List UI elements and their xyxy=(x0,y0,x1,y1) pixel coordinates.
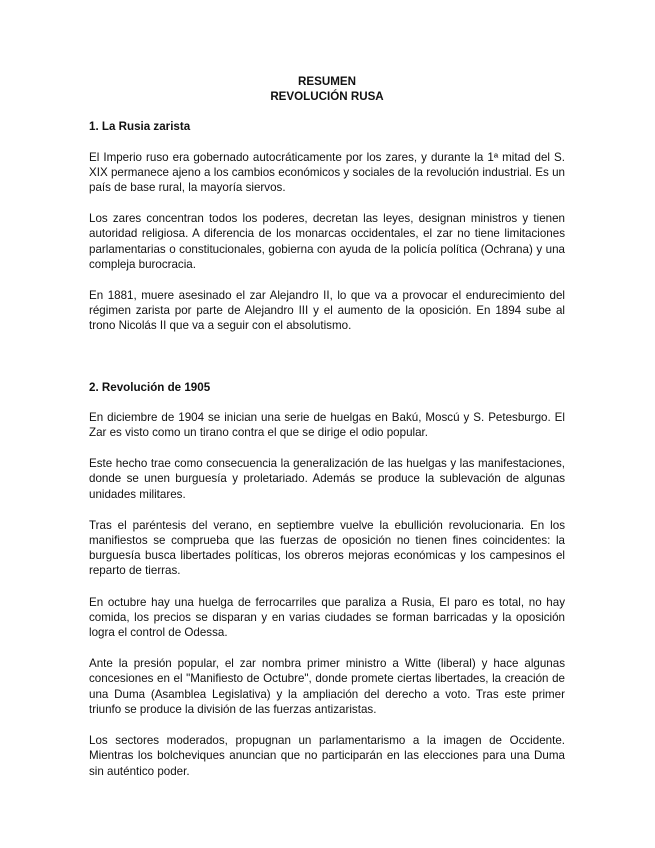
document-page xyxy=(89,74,565,779)
paragraph: En 1881, muere asesinado el zar Alejandro II, lo que va a provocar el endurecimiento del régimen zarista por parte de Alejandro III y el aumento de la oposición. En 1894 sube al trono Nicolás II que va a seguir con el absolutismo. xyxy=(89,289,565,333)
paragraph: El Imperio ruso era gobernado autocráticamente por los zares, y durante la 1ª mitad del S. XIX permanece ajeno a los cambios económicos y sociales de la revolución industrial. Es un país de base rural, la mayoría siervos. xyxy=(89,150,565,195)
paragraph: En diciembre de 1904 se inician una serie de huelgas en Bakú, Moscú y S. Petesburgo. El Zar es visto como un tirano contra el que se dirige el odio popular. xyxy=(89,410,565,440)
paragraph: Los zares concentran todos los poderes, decretan las leyes, designan ministros y tienen autoridad religiosa. A diferencia de los monarcas occidentales, el zar no tiene limitaciones parlamentarias o constitucionales, gobierna con ayuda de la policía política (Ochrana) y una compleja burocracia. xyxy=(89,212,565,271)
paragraph: Este hecho trae como consecuencia la generalización de las huelgas y las manifestaciones, donde se unen burguesía y proletariado. Además se produce la sublevación de algunas unidades militares. xyxy=(89,457,565,501)
section-heading: 2. Revolución de 1905 xyxy=(89,380,211,394)
document-subtitle: REVOLUCIÓN RUSA xyxy=(270,90,384,104)
paragraph: Ante la presión popular, el zar nombra primer ministro a Witte (liberal) y hace algunas concesiones en el "Manifiesto de Octubre", donde promete ciertas libertades, la creación de una Duma (Asamblea Legislativa) y la ampliación del derecho a voto. Tras este primer triunfo se produce la división de las fuerzas antizaristas. xyxy=(89,657,565,716)
document-title-block xyxy=(89,74,565,104)
paragraph: En octubre hay una huelga de ferrocarriles que paraliza a Rusia, El paro es total, no hay comida, los precios se disparan y en varias ciudades se forman barricadas y la oposición logra el control de Odessa. xyxy=(89,595,565,640)
section-heading: 1. La Rusia zarista xyxy=(89,120,191,134)
section-rusia-zarista xyxy=(89,119,565,333)
document-title: RESUMEN xyxy=(298,75,356,88)
paragraph: Tras el paréntesis del verano, en septiembre vuelve la ebullición revolucionaria. En los manifiestos se comprueba que las fuerzas de oposición no tienen fines coincidentes: la burguesía busca libertades políticas, los obreros mejoras económicas y los campesinos el reparto de tierras. xyxy=(89,518,565,578)
section-revolucion-1905 xyxy=(89,380,565,779)
paragraph: Los sectores moderados, propugnan un parlamentarismo a la imagen de Occidente. Mientras los bolcheviques anuncian que no participarán en las elecciones para una Duma sin auténtico poder. xyxy=(89,734,565,778)
